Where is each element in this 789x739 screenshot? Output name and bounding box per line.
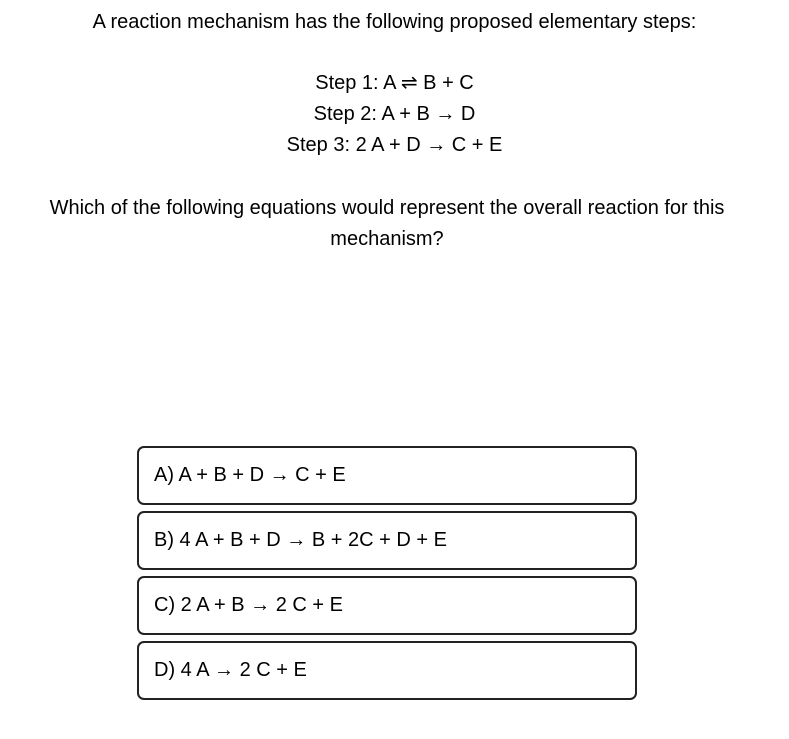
step-1: Step 1: A ⇌ B + C (315, 72, 474, 94)
question-text: Which of the following equations would represent the overall reaction for this mechanism? (49, 197, 725, 250)
choice-b-label: B) 4 A + B + D → B + 2C + D + E (154, 529, 447, 551)
choice-c-label: C) 2 A + B → 2 C + E (154, 594, 343, 616)
intro-text: A reaction mechanism has the following proposed elementary steps: (92, 11, 697, 33)
answer-choices (137, 446, 637, 706)
step-2: Step 2: A + B → D (313, 103, 476, 125)
choice-a-button[interactable] (137, 446, 637, 505)
choice-b-button[interactable] (137, 511, 637, 570)
choice-d-button[interactable] (137, 641, 637, 700)
choice-d-label: D) 4 A → 2 C + E (154, 659, 307, 681)
choice-a-label: A) A + B + D → C + E (154, 464, 346, 486)
step-3: Step 3: 2 A + D → C + E (286, 134, 503, 156)
mechanism-steps (0, 68, 789, 161)
choice-c-button[interactable] (137, 576, 637, 635)
